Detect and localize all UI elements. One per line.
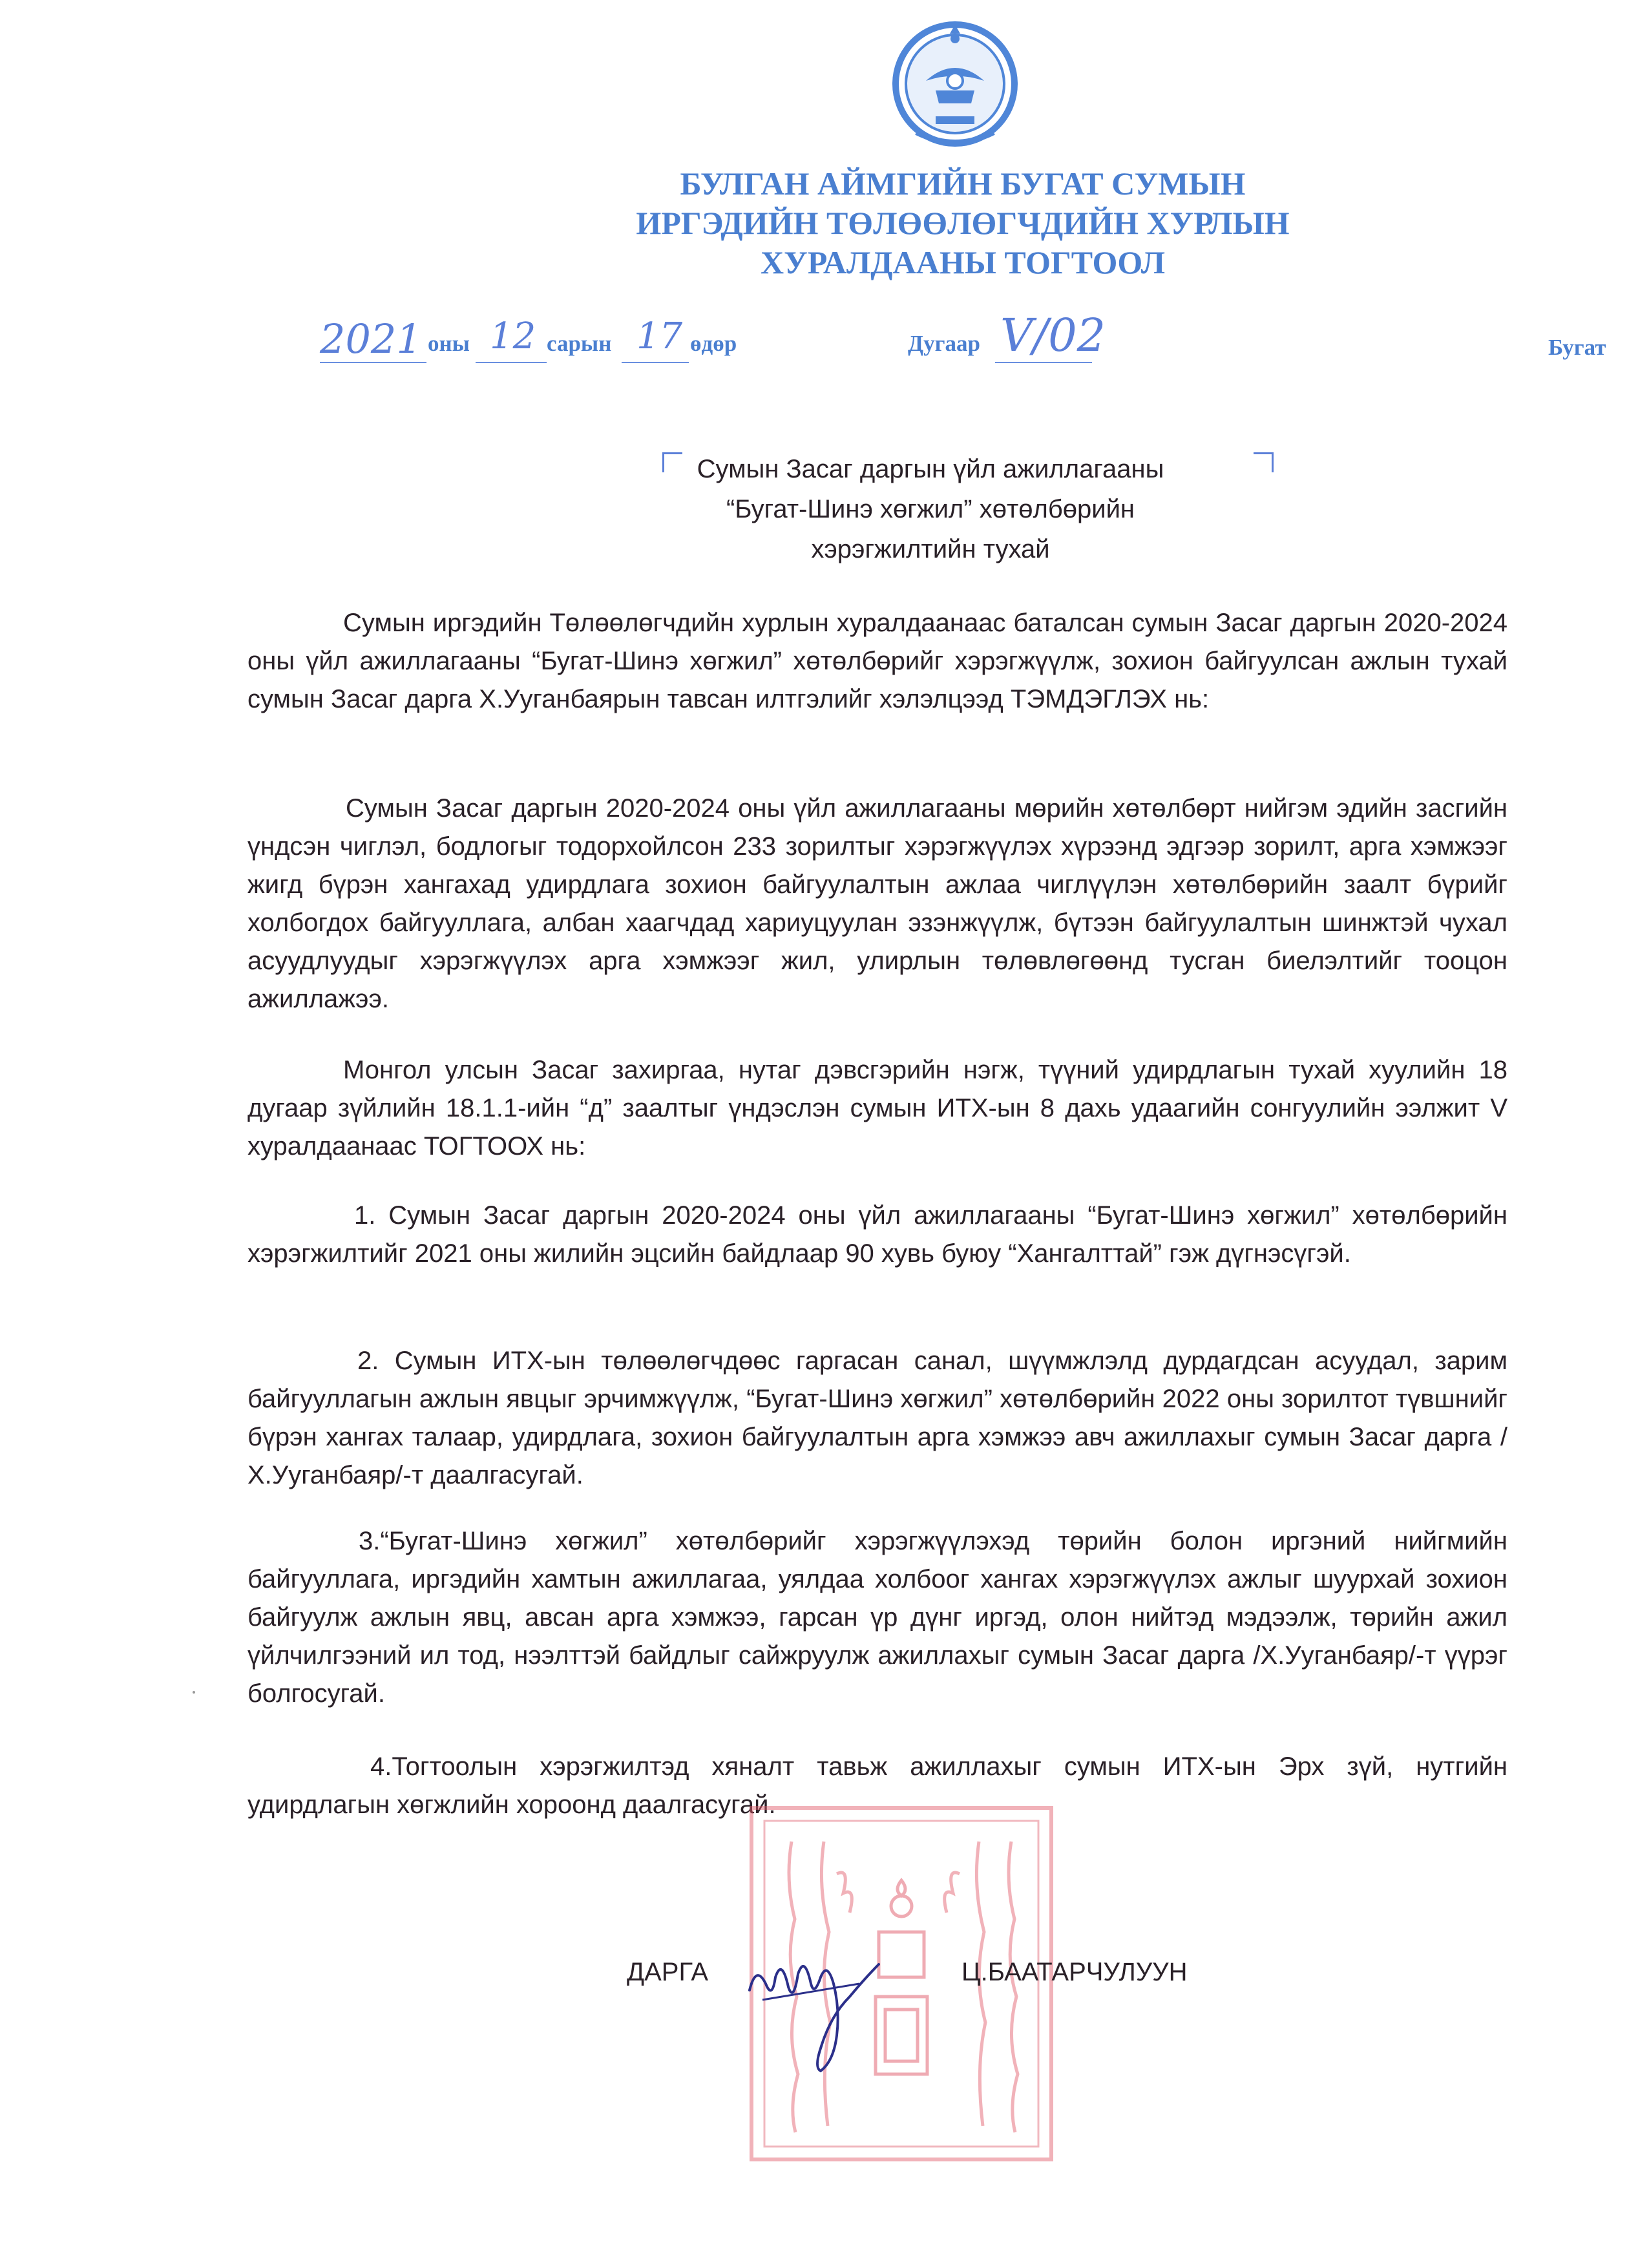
day-underline	[622, 362, 689, 363]
header-line-3: ХУРАЛДААНЫ ТОГТООЛ	[760, 244, 1166, 280]
date-day-suffix: өдөр	[690, 331, 737, 356]
date-year: 2021	[320, 315, 422, 362]
title-line-1: Сумын Засаг даргын үйл ажиллагааны	[697, 455, 1164, 483]
resolution-item-3: 3.“Бугат-Шинэ хөгжил” хөтөлбөрийг хэрэгжүүлэхэд төрийн болон иргэний нийгмийн байгууллага, иргэдийн хамтын ажиллагаа, уялдаа холбоог хангах хэрэгжүүлэх ажлыг шуурхай зохион байгуулж ажлын явц, авсан арга хэмжээ, гарсан үр дүнг иргэд, олон нийтэд мэдээлж, төрийн ажил үйлчилгээний ил тод, нээлттэй байдлыг сайжруулж ажиллахыг сумын Засаг дарга /Х.Ууганбаяр/-т үүрэг болгосугай.	[247, 1527, 1507, 1708]
place-name: Бугат	[1548, 335, 1606, 360]
date-month-suffix: сарын	[547, 331, 612, 356]
signatory-role: ДАРГА	[627, 1958, 709, 1986]
title-line-3: хэрэгжилтийн тухай	[811, 535, 1050, 563]
year-underline	[320, 362, 426, 363]
signatory-name: Ц.БААТАРЧУЛУУН	[961, 1958, 1188, 1986]
number-underline	[995, 362, 1092, 363]
paragraph-findings: Сумын Засаг даргын 2020-2024 оны үйл ажиллагааны мөрийн хөтөлбөрт нийгэм эдийн засгийн үндсэн чиглэл, бодлогыг тодорхойлсон 233 зорилтыг хэрэгжүүлэх хүрээнд эдгээр зорилт, арга хэмжээг жигд бүрэн хангахад удирдлага зохион байгуулалтын ажлаа чиглүүлэн хөтөлбөрийн заалт бүрийг холбогдох байгууллага, албан хаагчдад хариуцуулан эзэнжүүлж, бүтээн байгуулалтын шинжтэй чухал асуудлуудыг хэрэгжүүлэх арга хэмжээг жил, улирлын төлөвлөгөөнд тусган биелэлтийг тооцон ажиллажээ.	[247, 794, 1507, 1013]
date-day: 17	[636, 315, 683, 357]
scan-speck	[193, 1691, 195, 1694]
document-number: V/02	[1000, 309, 1106, 362]
state-emblem-icon	[890, 19, 1020, 155]
number-label: Дугаар	[908, 331, 980, 356]
header-line-2: ИРГЭДИЙН ТӨЛӨӨЛӨГЧДИЙН ХУРЛЫН	[636, 205, 1290, 241]
month-underline	[476, 362, 547, 363]
handwritten-signature	[737, 1938, 898, 2074]
date-month: 12	[490, 315, 536, 357]
paragraph-intro: Сумын иргэдийн Төлөөлөгчдийн хурлын хуралдаанаас баталсан сумын Засаг даргын 2020-2024 оны үйл ажиллагааны “Бугат-Шинэ хөгжил” хөтөлбөрийг хэрэгжүүлж, зохион байгуулсан ажлын тухай сумын Засаг дарга Х.Ууганбаярын тавсан илтгэлийг хэлэлцээд ТЭМДЭГЛЭХ нь:	[247, 609, 1507, 713]
resolution-title	[582, 449, 1279, 569]
title-line-2: “Бугат-Шинэ хөгжил” хөтөлбөрийн	[726, 495, 1135, 523]
resolution-item-4: 4.Тогтоолын хэрэгжилтэд хяналт тавьж ажиллахыг сумын ИТХ-ын Эрх зүй, нутгийн удирдлагын хөгжлийн хороонд даалгасугай.	[247, 1752, 1507, 1819]
header-line-1: БУЛГАН АЙМГИЙН БУГАТ СУМЫН	[680, 165, 1246, 202]
resolution-item-2: 2. Сумын ИТХ-ын төлөөлөгчдөөс гаргасан санал, шүүмжлэлд дурдагдсан асуудал, зарим байгууллагын ажлын явцыг эрчимжүүлж, “Бугат-Шинэ хөгжил” хөтөлбөрийн 2022 оны зорилтот түвшнийг бүрэн хангах талаар, удирдлага, зохион байгуулалтын арга хэмжээ авч ажиллахыг сумын Засаг дарга /Х.Ууганбаяр/-т даалгасугай.	[247, 1347, 1507, 1489]
resolution-item-1: 1. Сумын Засаг даргын 2020-2024 оны үйл ажиллагааны “Бугат-Шинэ хөгжил” хөтөлбөрийн хэрэгжилтийг 2021 оны жилийн эцсийн байдлаар 90 хувь буюу “Хангалттай” гэж дүгнэсүгэй.	[247, 1201, 1507, 1268]
paragraph-legal-basis: Монгол улсын Засаг захиргаа, нутаг дэвсгэрийн нэгж, түүний удирдлагын тухай хуулийн 18 дугаар зүйлийн 18.1.1-ийн “д” заалтыг үндэслэн сумын ИТХ-ын 8 дахь удаагийн сонгуулийн ээлжит V хуралдаанаас ТОГТООХ нь:	[247, 1056, 1507, 1160]
date-year-suffix: оны	[428, 331, 470, 356]
